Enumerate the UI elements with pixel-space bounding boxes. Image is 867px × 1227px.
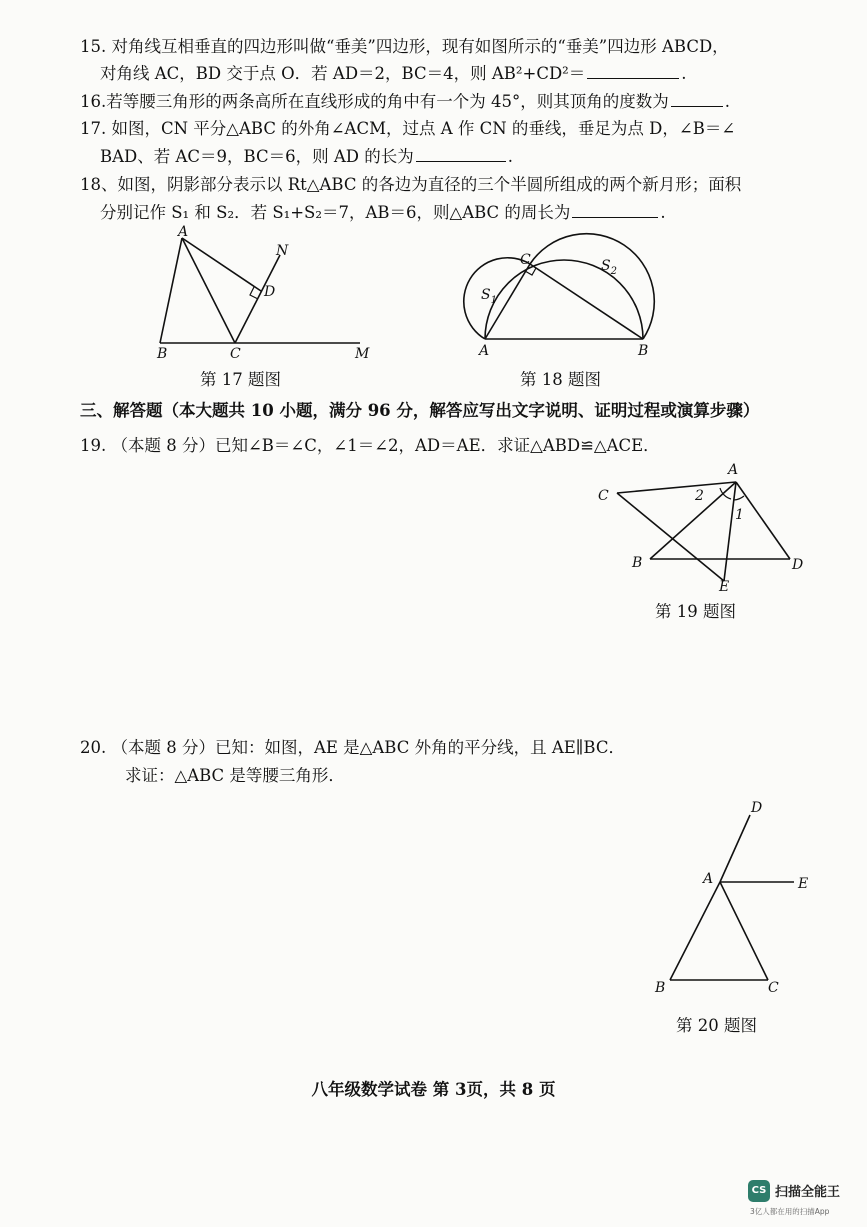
figure-18 [460, 235, 660, 360]
fig19-caption: 第 19 题图 [655, 602, 736, 621]
q18-line1: 18、如图，阴影部分表示以 Rt△ABC 的各边为直径的三个半圆所组成的两个新月形；面积 [80, 175, 742, 194]
q18-end: . [660, 203, 666, 222]
fig18-label-S1: $S_1$ [481, 287, 497, 306]
q16-line1 [80, 88, 730, 115]
fig18-label-S2: $S_2$ [601, 258, 617, 277]
scanner-app-name: 扫描全能王 [775, 1185, 841, 1200]
q16-answer-blank[interactable] [671, 88, 723, 107]
q19-text: 19. （本题 8 分）已知∠B＝∠C，∠1＝∠2，AD＝AE．求证△ABD≌△ACE． [80, 436, 660, 455]
q17-answer-blank[interactable] [416, 143, 506, 162]
fig19-label-C: C [598, 488, 609, 504]
fig19-label-D: D [792, 557, 804, 573]
q15-line1: 15. 对角线互相垂直的四边形叫做“垂美”四边形，现有如图所示的“垂美”四边形 ABCD， [80, 37, 729, 56]
q18-line2 [100, 199, 666, 226]
q17-line1: 17. 如图，CN 平分△ABC 的外角∠ACM，过点 A 作 CN 的垂线，垂足为点 D，∠B＝∠ [80, 119, 736, 138]
fig17-label-A: A [178, 224, 189, 240]
fig17-caption: 第 17 题图 [200, 370, 281, 389]
fig17-label-B: B [157, 346, 168, 362]
fig17-label-D: D [264, 284, 276, 300]
figure-19 [595, 455, 815, 595]
scanner-tagline: 3亿人都在用的扫描App [750, 1207, 830, 1216]
fig18-label-C: C [520, 252, 531, 268]
fig19-label-A: A [728, 462, 739, 478]
fig17-label-N: N [276, 243, 289, 259]
fig19-label-2: 2 [695, 488, 704, 504]
figure-20 [650, 795, 830, 1000]
fig18-label-A: A [479, 343, 490, 359]
fig17-label-C: C [230, 346, 241, 362]
fig17-label-M: M [355, 346, 370, 362]
q15-line2 [100, 60, 687, 87]
fig19-label-E: E [719, 579, 730, 595]
q16-end: . [724, 92, 730, 111]
q15-end: . [681, 64, 687, 83]
fig20-label-D: D [751, 800, 763, 816]
section3-heading: 三、解答题（本大题共 10 小题，满分 96 分，解答应写出文字说明、证明过程或演算步骤） [80, 401, 760, 420]
q15-line2-text: 对角线 AC，BD 交于点 O．若 AD＝2，BC＝4，则 AB²+CD²＝ [100, 64, 586, 83]
fig20-label-C: C [768, 980, 779, 996]
q17-end: . [507, 147, 513, 166]
scanner-logo-icon: CS [748, 1180, 770, 1202]
q18-answer-blank[interactable] [572, 199, 658, 218]
page-footer: 八年级数学试卷 第 3页，共 8 页 [311, 1080, 556, 1099]
fig20-caption: 第 20 题图 [676, 1016, 757, 1035]
q20-line1: 20. （本题 8 分）已知：如图，AE 是△ABC 外角的平分线，且 AE∥BC． [80, 738, 625, 757]
q15-answer-blank[interactable] [587, 60, 679, 79]
q18-line2-text: 分别记作 S₁ 和 S₂．若 S₁+S₂＝7，AB＝6，则△ABC 的周长为 [100, 203, 571, 222]
fig19-label-1: 1 [735, 507, 744, 523]
fig18-caption: 第 18 题图 [520, 370, 601, 389]
fig18-label-B: B [638, 343, 649, 359]
figure-17 [150, 225, 390, 360]
q20-line2: 求证：△ABC 是等腰三角形． [125, 766, 345, 785]
q17-line2-text: BAD、若 AC＝9，BC＝6，则 AD 的长为 [100, 147, 414, 166]
fig20-label-A: A [703, 871, 714, 887]
fig19-label-B: B [632, 555, 643, 571]
q17-line2 [100, 143, 513, 170]
fig20-label-E: E [798, 876, 809, 892]
scanner-watermark [748, 1178, 858, 1222]
q16-text: 16.若等腰三角形的两条高所在直线形成的角中有一个为 45°，则其顶角的度数为 [80, 92, 669, 111]
fig20-label-B: B [655, 980, 666, 996]
